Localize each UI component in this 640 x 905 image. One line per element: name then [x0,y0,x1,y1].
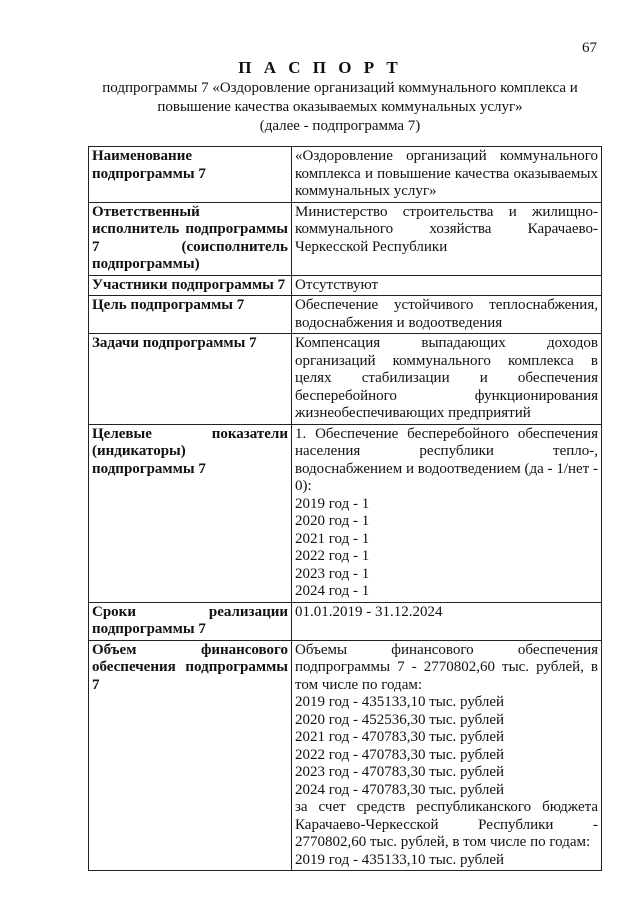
indicator-year-line: 2021 год - 1 [295,530,370,547]
subtitle-line: (далее - подпрограмма 7) [259,118,421,134]
row-value [292,640,602,871]
indicator-intro: 1. Обеспечение бесперебойного обеспечения населения республики тепло-, водоснабжением и водоотведением (да - 1/нет - 0): [295,425,598,494]
row-value: Компенсация выпадающих доходов организаций коммунального комплекса в целях стабилизации и обеспечения бесперебойного функционирования жизнеобеспечивающих предприятий [292,334,602,425]
funding-year-line: 2022 год - 470783,30 тыс. рублей [295,746,505,763]
funding-outro: за счет средств республиканского бюджета Карачаево-Черкесской Республики - 2770802,60 тыс. рублей, в том числе по годам: [295,799,598,850]
row-value: Обеспечение устойчивого теплоснабжения, водоснабжения и водоотведения [292,296,602,334]
indicator-year-line: 2019 год - 1 [295,495,370,512]
page-number: 67 [582,40,597,56]
table-row [89,640,602,871]
row-label: Цель подпрограммы 7 [89,296,292,334]
funding-year-line: 2019 год - 435133,10 тыс. рублей [295,851,505,868]
table-row [89,334,602,425]
funding-year-line: 2019 год - 435133,10 тыс. рублей [295,694,505,710]
indicator-year-line: 2022 год - 1 [295,548,370,564]
page-title: П А С П О Р Т [238,58,402,77]
subtitle-line: повышение качества оказываемых коммунальных услуг» [157,99,523,115]
row-label: Задачи подпрограммы 7 [89,334,292,425]
funding-year-line: 2020 год - 452536,30 тыс. рублей [295,711,505,728]
funding-intro: Объемы финансового обеспечения подпрограммы 7 - 2770802,60 тыс. рублей, в том числе по годам: [295,641,598,693]
row-value: Отсутствуют [292,275,602,296]
indicator-year-line: 2024 год - 1 [295,583,370,599]
table-row [89,147,602,203]
row-label: Объем финансового обеспечения подпрограммы 7 [89,640,292,871]
row-value: «Оздоровление организаций коммунального комплекса и повышение качества оказываемых коммунальных услуг» [292,147,602,203]
indicator-year-line: 2020 год - 1 [295,513,370,529]
funding-year-line: 2024 год - 470783,30 тыс. рублей [295,781,505,798]
row-label: Наименование подпрограммы 7 [89,147,292,203]
table-row [89,275,602,296]
row-label: Ответственный исполнитель подпрограммы 7 (соисполнитель подпрограммы) [89,202,292,275]
row-value [292,424,602,602]
table-row [89,202,602,275]
row-label: Сроки реализации подпрограммы 7 [89,602,292,640]
passport-table [88,146,602,871]
row-value: Министерство строительства и жилищно-коммунального хозяйства Карачаево-Черкесской Республики [292,202,602,275]
row-label: Целевые показатели (индикаторы) подпрограммы 7 [89,424,292,602]
subtitle-line: подпрограммы 7 «Оздоровление организаций коммунального комплекса и [102,80,578,96]
table-row [89,424,602,602]
row-value: 01.01.2019 - 31.12.2024 [292,602,602,640]
funding-year-line: 2023 год - 470783,30 тыс. рублей [295,764,505,780]
table-row [89,602,602,640]
indicator-year-line: 2023 год - 1 [295,565,370,582]
subtitle [60,79,620,136]
table-row [89,296,602,334]
row-label: Участники подпрограммы 7 [89,275,292,296]
funding-year-line: 2021 год - 470783,30 тыс. рублей [295,729,505,745]
